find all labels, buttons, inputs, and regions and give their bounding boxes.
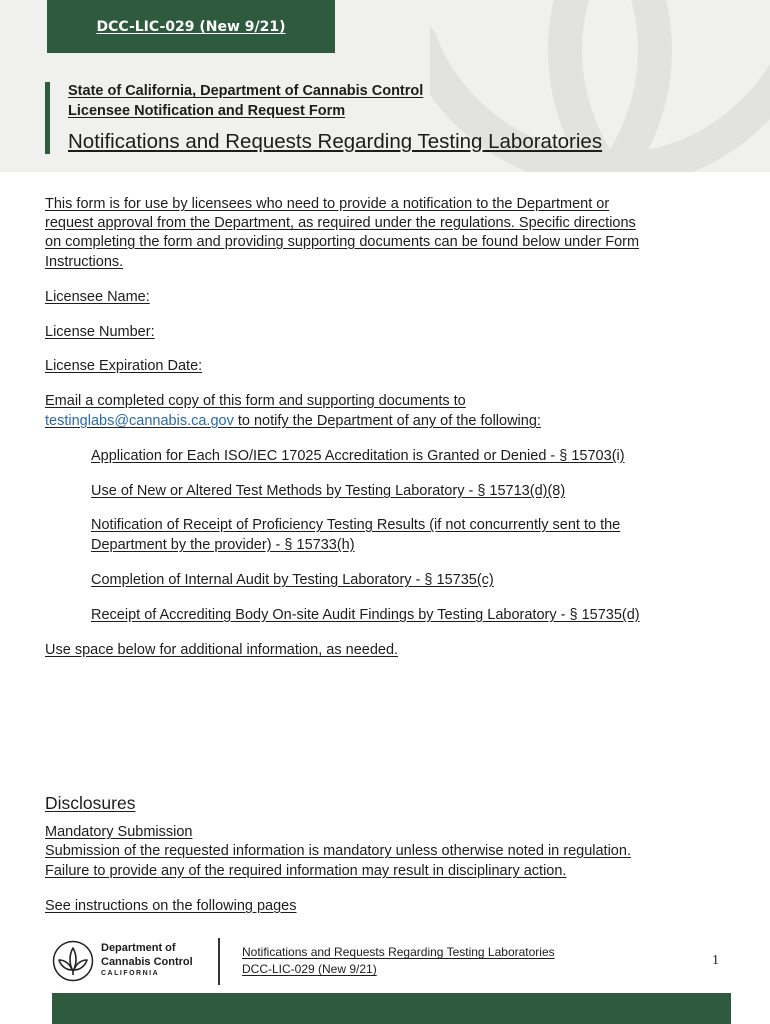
footer-band [52,993,731,1024]
disclosures-heading: Disclosures [45,793,136,813]
form-name: Licensee Notification and Request Form [68,103,346,119]
intro-line-1: This form is for use by licensees who need to provide a notification to the Department or [45,196,610,212]
notification-item-test-methods: Use of New or Altered Test Methods by Testing Laboratory - § 15713(d)(8) [91,483,566,499]
intro-line-3: on completing the form and providing supporting documents can be found below under Form [45,234,640,250]
intro-line-4: Instructions. [45,254,124,270]
agency-name: State of California, Department of Cannabis Control [68,83,424,99]
notification-item-accreditation: Application for Each ISO/IEC 17025 Accreditation is Granted or Denied - § 15703(i) [91,448,625,464]
email-instruction-rest: to notify the Department of any of the following: [233,413,541,429]
disclosure-line-2: Failure to provide any of the required information may result in disciplinary action. [45,863,567,879]
notification-item-onsite-audit: Receipt of Accrediting Body On-site Audit Findings by Testing Laboratory - § 15735(d) [91,607,640,623]
form-code-label: DCC-LIC-029 (New 9/21) [96,18,286,35]
cannabis-leaf-logo-icon [52,940,94,982]
licensee-name-field[interactable]: Licensee Name: [45,289,150,305]
dcc-logo [52,938,202,986]
see-instructions-note: See instructions on the following pages [45,898,297,914]
intro-line-2: request approval from the Department, as required under the regulations. Specific directions [45,215,636,231]
email-instruction-line-1: Email a completed copy of this form and supporting documents to [45,393,466,409]
logo-text-line-3: CALIFORNIA [101,970,160,977]
notification-item-proficiency-2: Department by the provider) - § 15733(h) [91,537,355,553]
email-link[interactable]: testinglabs@cannabis.ca.gov [45,413,234,429]
additional-info-label: Use space below for additional information, as needed. [45,642,399,658]
form-code-tab [47,0,335,53]
footer-divider [218,938,220,985]
logo-text-line-1: Department of [101,942,176,954]
footer-form-title: Notifications and Requests Regarding Testing Laboratories [242,945,555,959]
notification-item-internal-audit: Completion of Internal Audit by Testing Laboratory - § 15735(c) [91,572,494,588]
disclosure-line-1: Submission of the requested information is mandatory unless otherwise noted in regulation. [45,843,631,859]
notification-item-proficiency-1: Notification of Receipt of Proficiency Testing Results (if not concurrently sent to the [91,517,621,533]
license-number-field[interactable]: License Number: [45,324,155,340]
title-accent-bar [45,82,50,154]
footer-form-code: DCC-LIC-029 (New 9/21) [242,962,377,976]
page-title: Notifications and Requests Regarding Testing Laboratories [68,130,603,153]
page-number: 1 [712,953,719,968]
logo-text-line-2: Cannabis Control [101,956,193,968]
mandatory-submission-label: Mandatory Submission [45,824,193,840]
license-expiration-field[interactable]: License Expiration Date: [45,358,203,374]
email-instruction-line-2 [45,412,541,432]
